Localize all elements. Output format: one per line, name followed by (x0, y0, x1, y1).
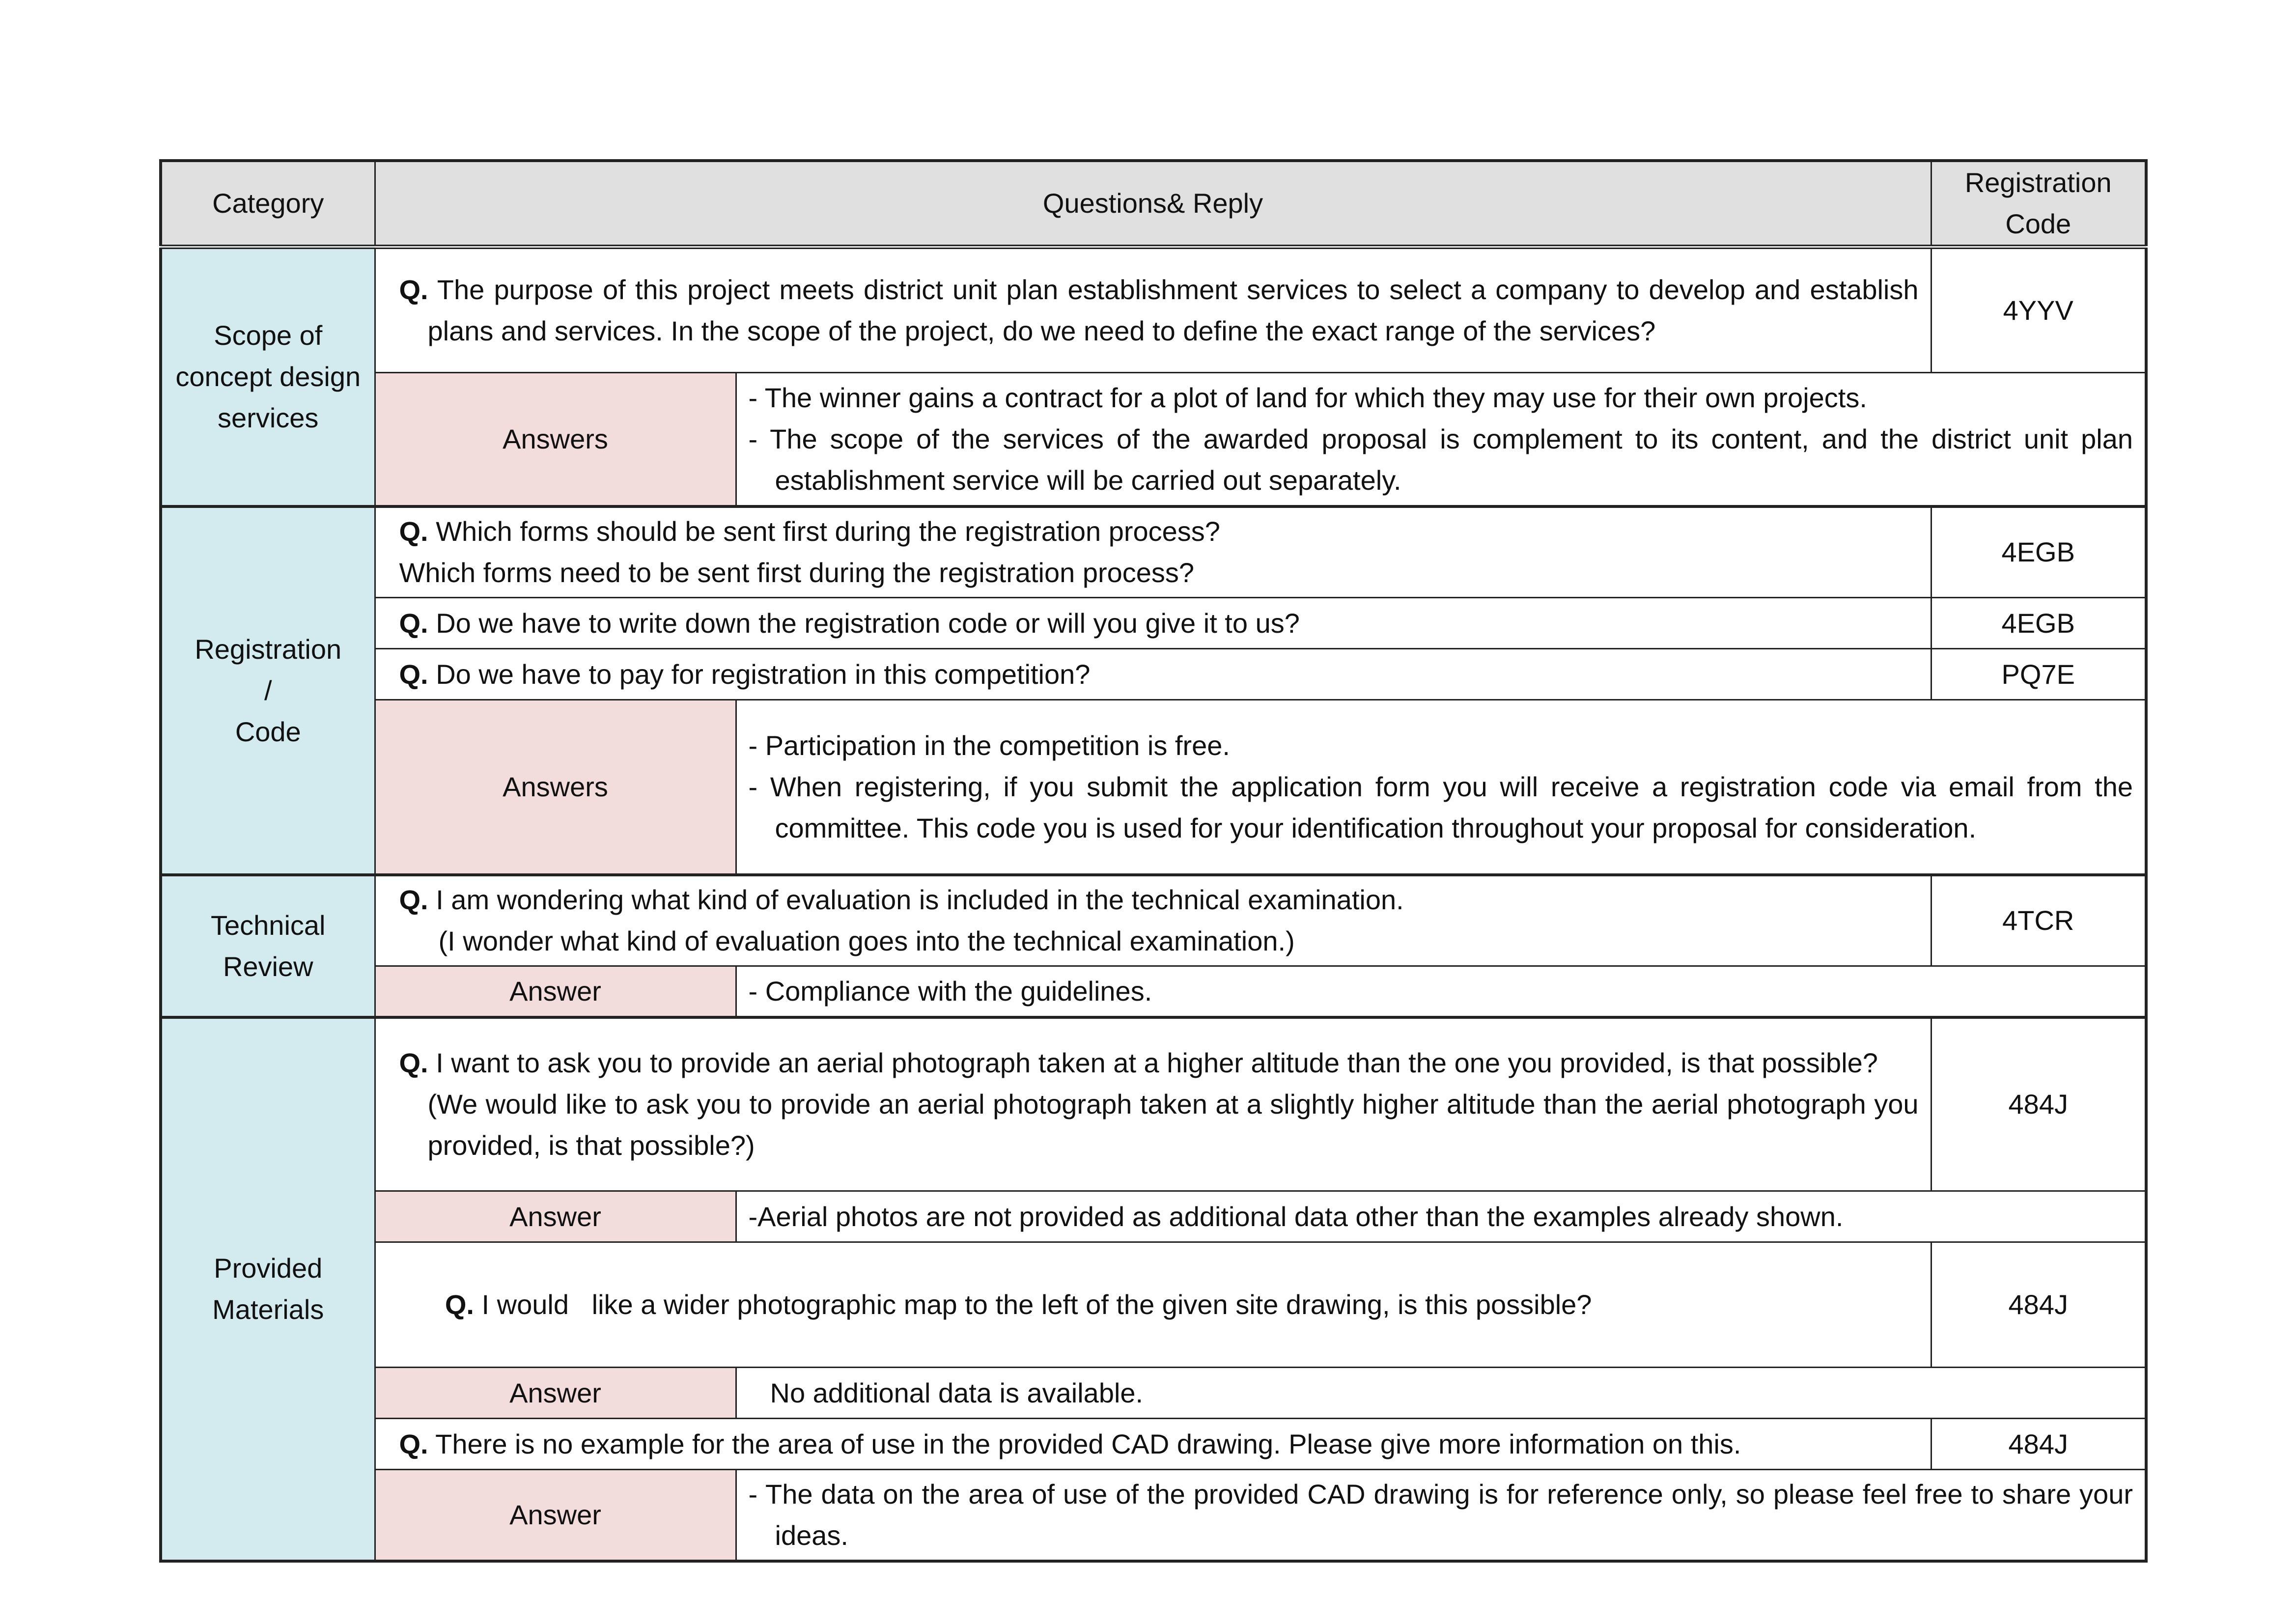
answers-label: Answers (375, 373, 736, 506)
category-technical-review: Technical Review (161, 875, 375, 1017)
answer-label: Answer (375, 966, 736, 1017)
question-text: (We would like to ask you to provide an aerial photograph taken at a slightly higher altitude than the aerial photograph you provided, is that possible?) (427, 1089, 1919, 1161)
technical-question-row (161, 875, 2146, 966)
answer-line: - The data on the area of use of the provided CAD drawing is for reference only, so please feel free to share your ideas. (748, 1478, 2133, 1551)
registration-code: 4TCR (1931, 875, 2146, 966)
answer-cell (736, 373, 2146, 506)
qa-table (159, 159, 2148, 1563)
answer-line: -Aerial photos are not provided as additional data other than the examples already shown. (748, 1201, 1844, 1232)
registration-code: 4EGB (1931, 506, 2146, 598)
answer-line: - When registering, if you submit the application form you will receive a registration code via email from the committee. This code you is used for your identification throughout your proposal for consideration. (748, 771, 2133, 843)
registration-code: PQ7E (1931, 649, 2146, 700)
question-cell (375, 1419, 1931, 1470)
question-marker: Q. (399, 1428, 428, 1459)
question-cell (375, 247, 1931, 373)
answer-line: - Compliance with the guidelines. (748, 975, 1152, 1007)
question-text: There is no example for the area of use in the provided CAD drawing. Please give more information on this. (435, 1428, 1741, 1459)
question-text: I would like a wider photographic map to the left of the given site drawing, is this possible? (481, 1289, 1592, 1320)
answer-line: - Participation in the competition is free. (748, 729, 1230, 761)
materials-question-row (161, 1017, 2146, 1191)
category-registration: Registration / Code (161, 506, 375, 875)
answers-label: Answers (375, 700, 736, 875)
question-cell (375, 1242, 1931, 1368)
question-marker: Q. (399, 658, 428, 690)
registration-question-row (161, 506, 2146, 598)
answer-line: - The winner gains a contract for a plot of land for which they may use for their own projects. (748, 382, 1867, 413)
header-questions-reply: Questions& Reply (375, 161, 1931, 247)
registration-code: 4EGB (1931, 598, 2146, 649)
materials-answer-row (161, 1368, 2146, 1419)
materials-answer-row (161, 1191, 2146, 1242)
header-registration-code: Registration Code (1931, 161, 2146, 247)
registration-code: 484J (1931, 1419, 2146, 1470)
question-marker: Q. (399, 1047, 428, 1079)
question-marker: Q. (399, 274, 428, 305)
answer-label: Answer (375, 1470, 736, 1561)
scope-answer-row (161, 373, 2146, 506)
category-scope: Scope of concept design services (161, 247, 375, 506)
question-cell (375, 875, 1931, 966)
question-text: Which forms need to be sent first during the registration process? (399, 557, 1195, 588)
question-marker: Q. (399, 516, 428, 547)
answer-cell (736, 1191, 2146, 1242)
registration-code: 484J (1931, 1242, 2146, 1368)
answer-cell (736, 700, 2146, 875)
answer-label: Answer (375, 1191, 736, 1242)
question-text: (I wonder what kind of evaluation goes into the technical examination.) (438, 925, 1295, 957)
header-category: Category (161, 161, 375, 247)
question-text: I want to ask you to provide an aerial photograph taken at a higher altitude than the one you provided, is that possible? (436, 1047, 1878, 1079)
registration-code: 4YYV (1931, 247, 2146, 373)
answer-line: No additional data is available. (770, 1377, 1144, 1408)
question-cell (375, 649, 1931, 700)
question-text: Do we have to pay for registration in this competition? (436, 658, 1091, 690)
header-row (161, 161, 2146, 247)
materials-question-row (161, 1242, 2146, 1368)
answer-label: Answer (375, 1368, 736, 1419)
question-cell (375, 506, 1931, 598)
question-text: The purpose of this project meets district unit plan establishment services to select a company to develop and establish plans and services. In the scope of the project, do we need to define the exact range of the services? (427, 274, 1919, 346)
registration-question-row (161, 649, 2146, 700)
question-cell (375, 1017, 1931, 1191)
question-text: I am wondering what kind of evaluation is included in the technical examination. (436, 884, 1404, 916)
materials-question-row (161, 1419, 2146, 1470)
question-marker: Q. (399, 884, 428, 916)
question-cell (375, 598, 1931, 649)
question-marker: Q. (399, 607, 428, 639)
answer-line: - The scope of the services of the awarded proposal is complement to its content, and the district unit plan establishment service will be carried out separately. (748, 423, 2133, 496)
registration-answer-row (161, 700, 2146, 875)
question-text: Do we have to write down the registration code or will you give it to us? (436, 607, 1300, 639)
materials-answer-row (161, 1470, 2146, 1561)
technical-answer-row (161, 966, 2146, 1017)
registration-code: 484J (1931, 1017, 2146, 1191)
scope-question-row (161, 247, 2146, 373)
category-provided-materials: Provided Materials (161, 1017, 375, 1561)
answer-cell (736, 966, 2146, 1017)
question-marker: Q. (445, 1289, 474, 1320)
question-text: Which forms should be sent first during the registration process? (436, 516, 1220, 547)
answer-cell (736, 1368, 2146, 1419)
registration-question-row (161, 598, 2146, 649)
answer-cell (736, 1470, 2146, 1561)
